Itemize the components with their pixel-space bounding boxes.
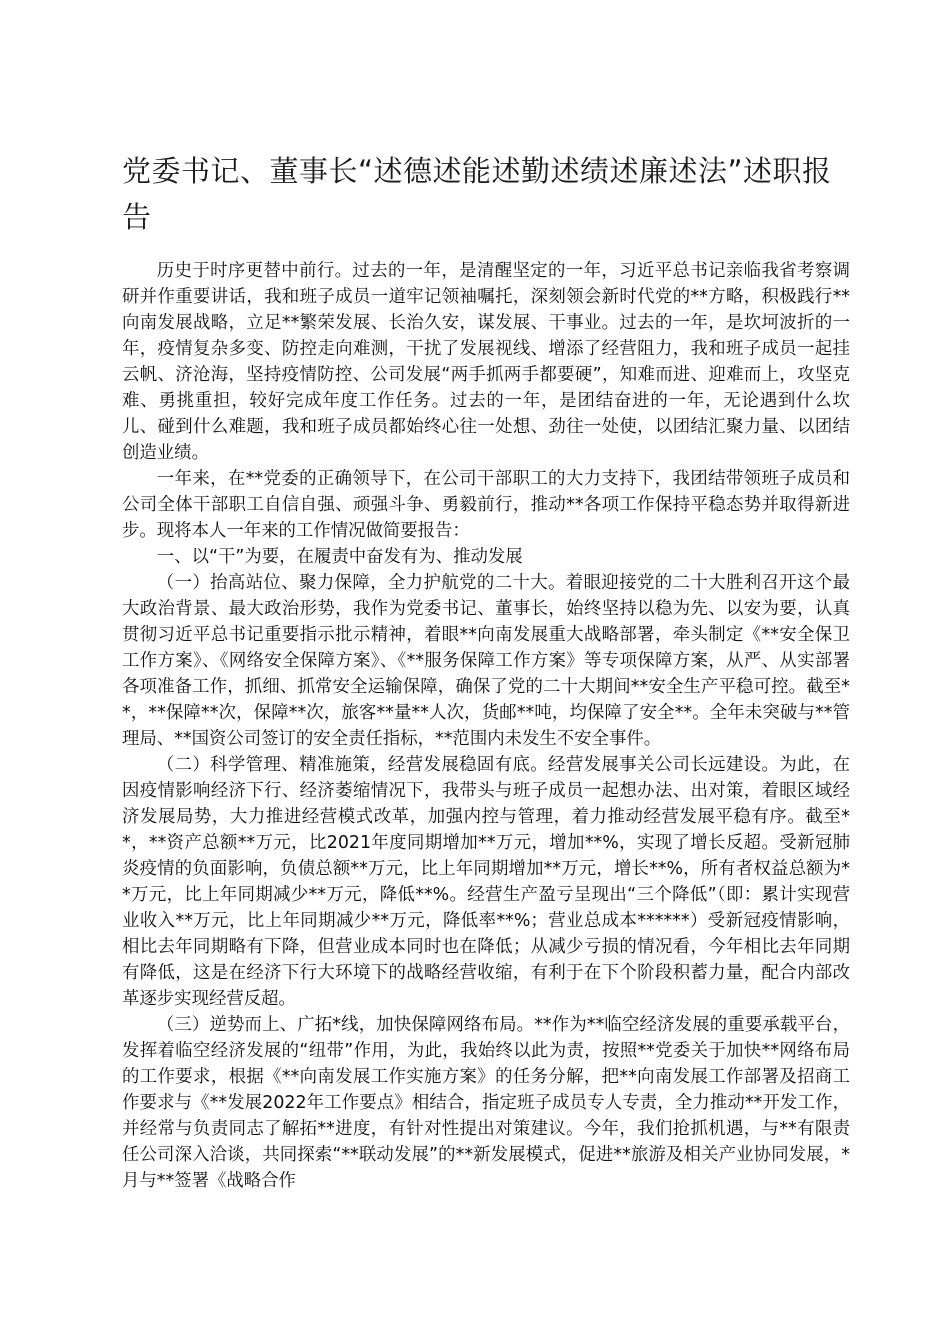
paragraph-intro: 历史于时序更替中前行。过去的一年，是清醒坚定的一年，习近平总书记亲临我省考察调研并作重要讲话，我和班子成员一道牢记领袖嘱托，深刻领会新时代党的**方略，积极践行**向南发展战略，立足**繁荣发展、长治久安，谋发展、干事业。过去的一年，是坎坷波折的一年，疫情复杂多变、防控走向难测，干扰了发展视线、增添了经营阻力，我和班子成员一起挂云帆、济沧海，坚持疫情防控、公司发展“两手抓两手都要硬”，知难而进、迎难而上，攻坚克难、勇挑重担，较好完成年度工作任务。过去的一年，是团结奋进的一年，无论遇到什么坎儿、碰到什么难题，我和班子成员都始终心往一处想、劲往一处使，以团结汇聚力量、以团结创造业绩。 bbox=[122, 261, 850, 463]
paragraph-subsection-2: （二）科学管理、精准施策，经营发展稳固有底。经营发展事关公司长远建设。为此，在因疫情影响经济下行、经济萎缩情况下，我带头与班子成员一起想办法、出对策，着眼区域经济发展局势，大力推进经营模式改革，加强内控与管理，着力推动经营发展平稳有序。截至**，**资产总额**万元，比2021年度同期增加**万元，增加**%，实现了增长反超。受新冠肺炎疫情的负面影响，负债总额**万元，比上年同期增加**万元，增长**%，所有者权益总额为**万元，比上年同期减少**万元，降低**%。经营生产盈亏呈现出“三个降低”（即：累计实现营业收入**万元，比上年同期减少**万元，降低率**%；营业总成本******）受新冠疫情影响，相比去年同期略有下降，但营业成本同时也在降低；从减少亏损的情况看，今年相比去年同期有降低，这是在经济下行大环境下的战略经营收缩，有利于在下个阶段积蓄力量，配合内部改革逐步实现经营反超。 bbox=[122, 755, 850, 1009]
section-heading-1: 一、以“干”为要，在履责中奋发有为、推动发展 bbox=[156, 547, 523, 567]
document-title: 党委书记、董事长“述德述能述勤述绩述廉述法”述职报告 bbox=[122, 154, 832, 234]
document-body bbox=[122, 258, 850, 1194]
paragraph-subsection-3: （三）逆势而上、广拓*线，加快保障网络布局。**作为**临空经济发展的重要承载平台，发挥着临空经济发展的“纽带”作用，为此，我始终以此为责，按照**党委关于加快**网络布局的工作要求，根据《**向南发展工作实施方案》的任务分解，把**向南发展工作部署及招商工作要求与《**发展2022年工作要点》相结合，指定班子成员专人专责，全力推动**开发工作，并经常与负责同志了解拓**进度，有针对性提出对策建议。今年，我们抢抓机遇，与**有限责任公司深入洽谈，共同探索“**联动发展”的**新发展模式，促进**旅游及相关产业协同发展，*月与**签署《战略合作 bbox=[122, 1015, 850, 1191]
paragraph-summary: 一年来，在**党委的正确领导下，在公司干部职工的大力支持下，我团结带领班子成员和公司全体干部职工自信自强、顽强斗争、勇毅前行，推动**各项工作保持平稳态势并取得新进步。现将本人一年来的工作情况做简要报告： bbox=[122, 469, 850, 541]
paragraph-subsection-1: （一）抬高站位、聚力保障，全力护航党的二十大。着眼迎接党的二十大胜利召开这个最大政治背景、最大政治形势，我作为党委书记、董事长，始终坚持以稳为先、以安为要，认真贯彻习近平总书记重要指示批示精神，着眼**向南发展重大战略部署，牵头制定《**安全保卫工作方案》、《网络安全保障方案》、《**服务保障工作方案》等专项保障方案，从严、从实部署各项准备工作，抓细、抓常安全运输保障，确保了党的二十大期间**安全生产平稳可控。截至**，**保障**次，保障**次，旅客**量**人次，货邮**吨，均保障了安全**。全年未突破与**管理局、**国资公司签订的安全责任指标，**范围内未发生不安全事件。 bbox=[122, 573, 850, 749]
